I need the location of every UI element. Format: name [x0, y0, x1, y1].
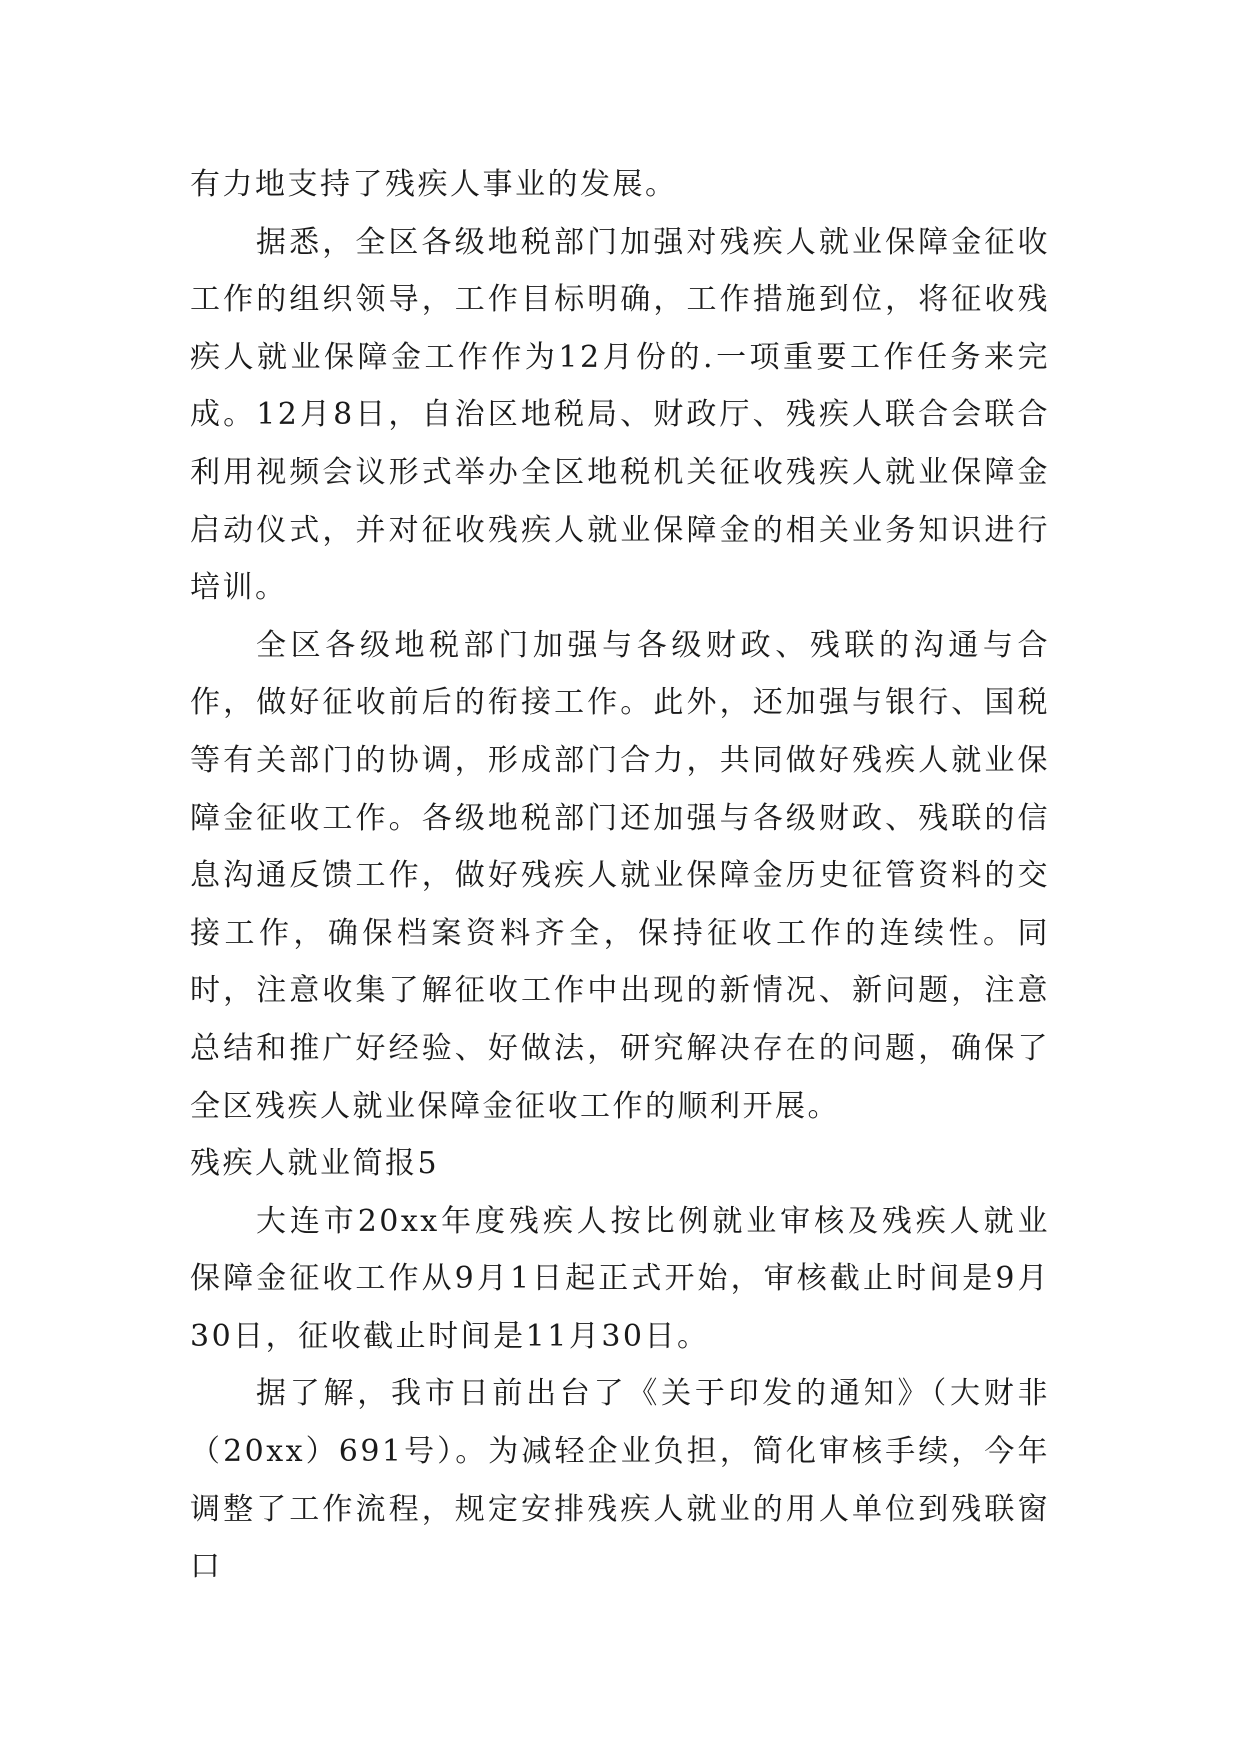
- document-body: [190, 156, 1050, 1596]
- paragraph-tax-departments: 据悉，全区各级地税部门加强对残疾人就业保障金征收工作的组织领导，工作目标明确，工作措施到位，将征收残疾人就业保障金工作作为12月份的.一项重要工作任务来完成。12月8日，自治区地税局、财政厅、残疾人联合会联合利用视频会议形式举办全区地税机关征收残疾人就业保障金启动仪式，并对征收残疾人就业保障金的相关业务知识进行培训。: [190, 224, 1050, 606]
- paragraph-continuation: 有力地支持了残疾人事业的发展。: [190, 167, 678, 202]
- paragraph-dalian-review: 大连市20xx年度残疾人按比例就业审核及残疾人就业保障金征收工作从9月1日起正式开始，审核截止时间是9月30日，征收截止时间是11月30日。: [190, 1203, 1050, 1354]
- section-heading: 残疾人就业简报5: [190, 1146, 440, 1182]
- paragraph-cooperation: 全区各级地税部门加强与各级财政、残联的沟通与合作，做好征收前后的衔接工作。此外，还加强与银行、国税等有关部门的协调，形成部门合力，共同做好残疾人就业保障金征收工作。各级地税部门还加强与各级财政、残联的信息沟通反馈工作，做好残疾人就业保障金历史征管资料的交接工作，确保档案资料齐全，保持征收工作的连续性。同时，注意收集了解征收工作中出现的新情况、新问题，注意总结和推广好经验、好做法，研究解决存在的问题，确保了全区残疾人就业保障金征收工作的顺利开展。: [190, 627, 1050, 1124]
- paragraph-notice: 据了解，我市日前出台了《关于印发的通知》（大财非（20xx）691号）。为减轻企业负担，简化审核手续，今年调整了工作流程，规定安排残疾人就业的用人单位到残联窗口: [190, 1376, 1050, 1585]
